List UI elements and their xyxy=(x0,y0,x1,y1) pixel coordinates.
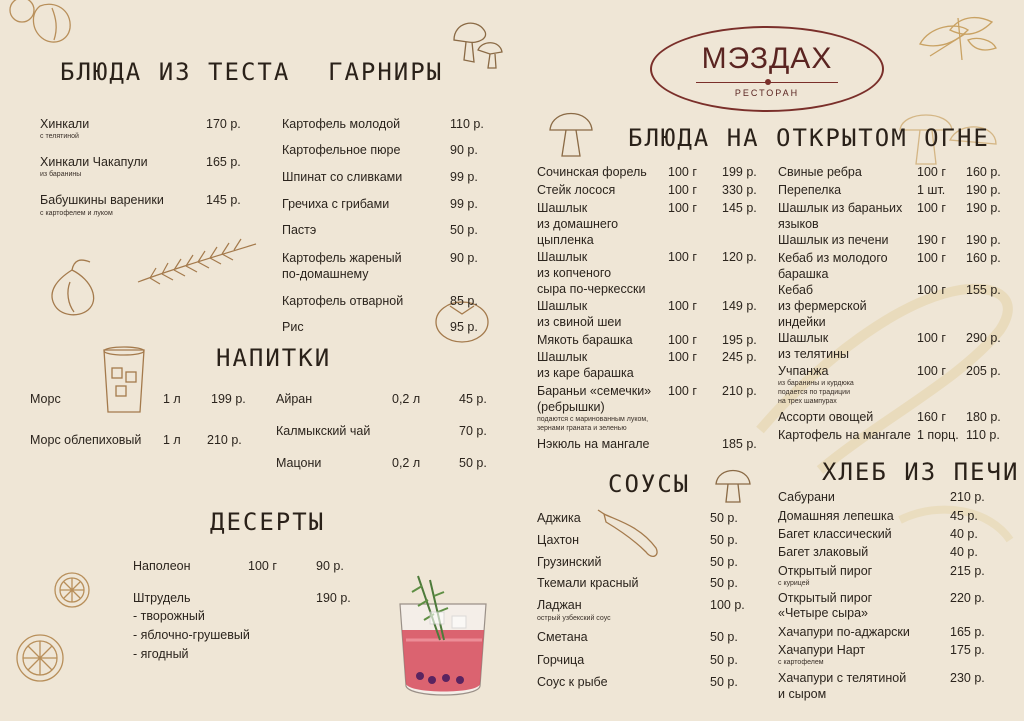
menu-item-price: 90 р. xyxy=(450,143,478,157)
menu-item-name: Грузинский xyxy=(537,555,602,569)
menu-item-price: 185 р. xyxy=(722,437,757,451)
menu-item-price: 199 р. xyxy=(211,392,246,406)
menu-item-price: 120 р. xyxy=(722,250,757,264)
menu-item-price: 110 р. xyxy=(450,117,484,131)
menu-item-price: 50 р. xyxy=(710,511,738,525)
menu-item-name: Хачапури Нарт xyxy=(778,643,866,657)
menu-item-price: 40 р. xyxy=(950,527,978,541)
menu-item-price: 205 р. xyxy=(966,364,1001,378)
menu-item-name-line2: по-домашнему xyxy=(282,267,369,281)
menu-item-name: Шашлык xyxy=(537,250,588,264)
section-title-desserts: ДЕСЕРТЫ xyxy=(210,508,326,536)
section-title-bread: ХЛЕБ ИЗ ПЕЧИ xyxy=(822,458,1020,486)
section-title-grill: БЛЮДА НА ОТКРЫТОМ ОГНЕ xyxy=(628,124,990,152)
menu-item-name: Ассорти овощей xyxy=(778,410,874,424)
menu-item-name-line: из телятины xyxy=(778,347,849,361)
menu-item-price: 195 р. xyxy=(722,333,757,347)
section-title-garnish: ГАРНИРЫ xyxy=(328,58,444,86)
menu-item-price: 40 р. xyxy=(950,545,978,559)
menu-item-price: 190 р. xyxy=(966,201,1001,215)
menu-item-weight: 100 г xyxy=(917,165,946,179)
menu-item-volume: 0,2 л xyxy=(392,392,421,406)
menu-item-weight: 100 г xyxy=(668,333,697,347)
menu-item-price: 230 р. xyxy=(950,671,985,685)
menu-item-name-line: из свиной шеи xyxy=(537,315,622,329)
menu-item-name: Багет классический xyxy=(778,527,892,541)
menu-item-price: 85 р. xyxy=(450,294,478,308)
menu-item-name: Свиные ребра xyxy=(778,165,862,179)
menu-item-name: Домашняя лепешка xyxy=(778,509,894,523)
menu-item-note: острый узбекский соус xyxy=(537,615,611,622)
menu-item-name: Наполеон xyxy=(133,559,191,573)
logo-name: МЭЗДАХ xyxy=(701,42,833,75)
menu-item-weight: 100 г xyxy=(668,183,697,197)
menu-item-name-line: и сыром xyxy=(778,687,827,701)
menu-item-weight: 100 г xyxy=(668,299,697,313)
menu-item-name-line: из копченого xyxy=(537,266,612,280)
menu-item-name-line: из каре барашка xyxy=(537,366,634,380)
menu-item-name: Морс xyxy=(30,392,61,406)
menu-item-price: 45 р. xyxy=(459,392,487,406)
menu-item-name: Нэкюль на мангале xyxy=(537,437,650,451)
menu-item-price: 160 р. xyxy=(966,165,1001,179)
menu-item-weight: 160 г xyxy=(917,410,946,424)
menu-item-name-line: сыра по-черкесски xyxy=(537,282,646,296)
menu-item-price: 149 р. xyxy=(722,299,757,313)
menu-item-price: 210 р. xyxy=(950,490,985,504)
menu-item-name: Цахтон xyxy=(537,533,580,547)
logo-dot xyxy=(765,79,771,85)
menu-item-weight: 100 г xyxy=(668,350,697,364)
menu-item-price: 245 р. xyxy=(722,350,757,364)
menu-item-price: 290 р. xyxy=(966,331,1001,345)
menu-item-weight: 100 г xyxy=(668,165,697,179)
menu-item-price: 50 р. xyxy=(710,653,738,667)
menu-item-name: Хачапури с телятиной xyxy=(778,671,907,685)
menu-item-note: на трех шампурах xyxy=(778,398,837,405)
menu-item-note: с картофелем и луком xyxy=(40,210,113,217)
menu-item-note: с картофелем xyxy=(778,659,824,666)
menu-item-name: Сметана xyxy=(537,630,588,644)
menu-item-price: 210 р. xyxy=(722,384,757,398)
menu-item-name: Перепелка xyxy=(778,183,842,197)
menu-item-note: подаются с маринованным луком, xyxy=(537,416,649,423)
strudel-option: - ягодный xyxy=(133,647,189,661)
menu-item-weight: 100 г xyxy=(917,201,946,215)
menu-item-weight: 100 г xyxy=(917,251,946,265)
menu-item-name-line: из фермерской xyxy=(778,299,867,313)
menu-item-price: 99 р. xyxy=(450,170,478,184)
menu-item-name: Хинкали Чакапули xyxy=(40,155,148,169)
menu-item-name: Стейк лосося xyxy=(537,183,616,197)
menu-item-price: 160 р. xyxy=(966,251,1001,265)
strudel-option: - творожный xyxy=(133,609,205,623)
menu-item-name: Картофель на мангале xyxy=(778,428,911,442)
menu-item-name: Соус к рыбе xyxy=(537,675,608,689)
menu-item-price: 145 р. xyxy=(722,201,757,215)
menu-item-price: 50 р. xyxy=(710,555,738,569)
menu-item-price: 180 р. xyxy=(966,410,1001,424)
menu-item-name-line: барашка xyxy=(778,267,829,281)
menu-item-price: 110 р. xyxy=(966,428,1000,442)
menu-item-name: Рис xyxy=(282,320,304,334)
menu-item-name: Шашлык из бараньих xyxy=(778,201,903,215)
menu-item-price: 190 р. xyxy=(966,233,1001,247)
menu-item-name: Мякоть барашка xyxy=(537,333,633,347)
menu-item-price: 190 р. xyxy=(966,183,1001,197)
menu-item-name-line: из домашнего xyxy=(537,217,619,231)
menu-item-weight: 100 г xyxy=(668,250,697,264)
menu-item-price: 190 р. xyxy=(316,591,351,605)
menu-item-price: 165 р. xyxy=(950,625,985,639)
menu-item-name: Открытый пирог xyxy=(778,591,873,605)
strudel-option: - яблочно-грушевый xyxy=(133,628,250,642)
menu-item-price: 165 р. xyxy=(206,155,241,169)
menu-item-price: 50 р. xyxy=(710,630,738,644)
menu-item-weight: 100 г xyxy=(917,364,946,378)
menu-item-name: Шашлык xyxy=(537,350,588,364)
menu-item-weight: 100 г xyxy=(668,384,697,398)
menu-item-name: Кебаб из молодого xyxy=(778,251,888,265)
logo-subtitle: РЕСТОРАН xyxy=(734,88,800,98)
menu-item-name: Ладжан xyxy=(537,598,582,612)
menu-item-price: 210 р. xyxy=(207,433,242,447)
restaurant-logo xyxy=(650,26,884,112)
section-title-dough: БЛЮДА ИЗ ТЕСТА xyxy=(60,58,291,86)
menu-item-name: Пастэ xyxy=(282,223,317,237)
menu-item-weight: 1 порц. xyxy=(917,428,959,442)
menu-item-name: Ткемали красный xyxy=(537,576,639,590)
menu-item-price: 50 р. xyxy=(450,223,478,237)
menu-item-price: 45 р. xyxy=(950,509,978,523)
menu-item-name: Сочинская форель xyxy=(537,165,647,179)
menu-item-price: 50 р. xyxy=(710,576,738,590)
menu-item-name: Бабушкины вареники xyxy=(40,193,164,207)
section-title-sauces: СОУСЫ xyxy=(608,470,691,498)
menu-item-note: из баранины и курдюка xyxy=(778,380,854,387)
menu-item-name: Гречиха с грибами xyxy=(282,197,390,211)
menu-item-volume: 0,2 л xyxy=(392,456,421,470)
menu-item-name-line: индейки xyxy=(778,315,826,329)
menu-item-name: Хачапури по-аджарски xyxy=(778,625,910,639)
menu-item-name-line: языков xyxy=(778,217,819,231)
menu-item-note: подается по традиции xyxy=(778,389,850,396)
menu-item-weight: 1 шт. xyxy=(917,183,946,197)
menu-item-name: Морс облепиховый xyxy=(30,433,142,447)
menu-item-note: из баранины xyxy=(40,171,82,178)
menu-item-name: Открытый пирог xyxy=(778,564,873,578)
menu-item-volume: 1 л xyxy=(163,392,181,406)
menu-item-weight: 100 г xyxy=(917,283,946,297)
menu-item-name: Кебаб xyxy=(778,283,814,297)
background-swirl xyxy=(0,0,1,1)
menu-item-name: Калмыкский чай xyxy=(276,424,371,438)
menu-item-note: с телятиной xyxy=(40,133,79,140)
menu-item-price: 145 р. xyxy=(206,193,241,207)
menu-item-name: Горчица xyxy=(537,653,585,667)
menu-item-note: зернами граната и зеленью xyxy=(537,425,627,432)
menu-item-name: Учпанжа xyxy=(778,364,829,378)
menu-item-price: 199 р. xyxy=(722,165,757,179)
menu-item-volume: 1 л xyxy=(163,433,181,447)
menu-item-weight: 100 г xyxy=(248,559,277,573)
menu-item-name: Картофельное пюре xyxy=(282,143,401,157)
menu-item-name-line: «Четыре сыра» xyxy=(778,606,868,620)
menu-item-note: с курицей xyxy=(778,580,810,587)
menu-item-weight: 100 г xyxy=(668,201,697,215)
menu-item-name: Бараньи «семечки» xyxy=(537,384,652,398)
menu-item-name: Багет злаковый xyxy=(778,545,869,559)
menu-item-price: 95 р. xyxy=(450,320,478,334)
menu-item-name-line: цыпленка xyxy=(537,233,594,247)
menu-item-name: Картофель молодой xyxy=(282,117,401,131)
menu-item-price: 90 р. xyxy=(316,559,344,573)
menu-item-price: 70 р. xyxy=(459,424,487,438)
menu-item-name: Сабурани xyxy=(778,490,835,504)
menu-item-name: Мацони xyxy=(276,456,322,470)
menu-item-name: Айран xyxy=(276,392,313,406)
menu-item-price: 50 р. xyxy=(710,675,738,689)
menu-item-name: Картофель жареный xyxy=(282,251,402,265)
menu-item-price: 100 р. xyxy=(710,598,745,612)
menu-item-name: Шпинат со сливками xyxy=(282,170,403,184)
menu-item-price: 50 р. xyxy=(710,533,738,547)
menu-item-weight: 100 г xyxy=(917,331,946,345)
menu-item-price: 330 р. xyxy=(722,183,757,197)
menu-item-price: 170 р. xyxy=(206,117,241,131)
menu-item-price: 175 р. xyxy=(950,643,985,657)
menu-item-name: Шашлык xyxy=(778,331,829,345)
menu-item-price: 215 р. xyxy=(950,564,985,578)
menu-item-name: Шашлык из печени xyxy=(778,233,889,247)
menu-item-name: Шашлык xyxy=(537,299,588,313)
menu-item-name: Аджика xyxy=(537,511,581,525)
menu-item-price: 99 р. xyxy=(450,197,478,211)
menu-item-name: Шашлык xyxy=(537,201,588,215)
menu-item-price: 50 р. xyxy=(459,456,487,470)
menu-item-price: 90 р. xyxy=(450,251,478,265)
menu-item-price: 220 р. xyxy=(950,591,985,605)
menu-item-name: Картофель отварной xyxy=(282,294,404,308)
menu-item-name: Хинкали xyxy=(40,117,90,131)
menu-item-price: 155 р. xyxy=(966,283,1001,297)
menu-item-name-line: (ребрышки) xyxy=(537,400,605,414)
menu-item-weight: 190 г xyxy=(917,233,946,247)
menu-item-name: Штрудель xyxy=(133,591,191,605)
section-title-drinks: НАПИТКИ xyxy=(216,344,332,372)
